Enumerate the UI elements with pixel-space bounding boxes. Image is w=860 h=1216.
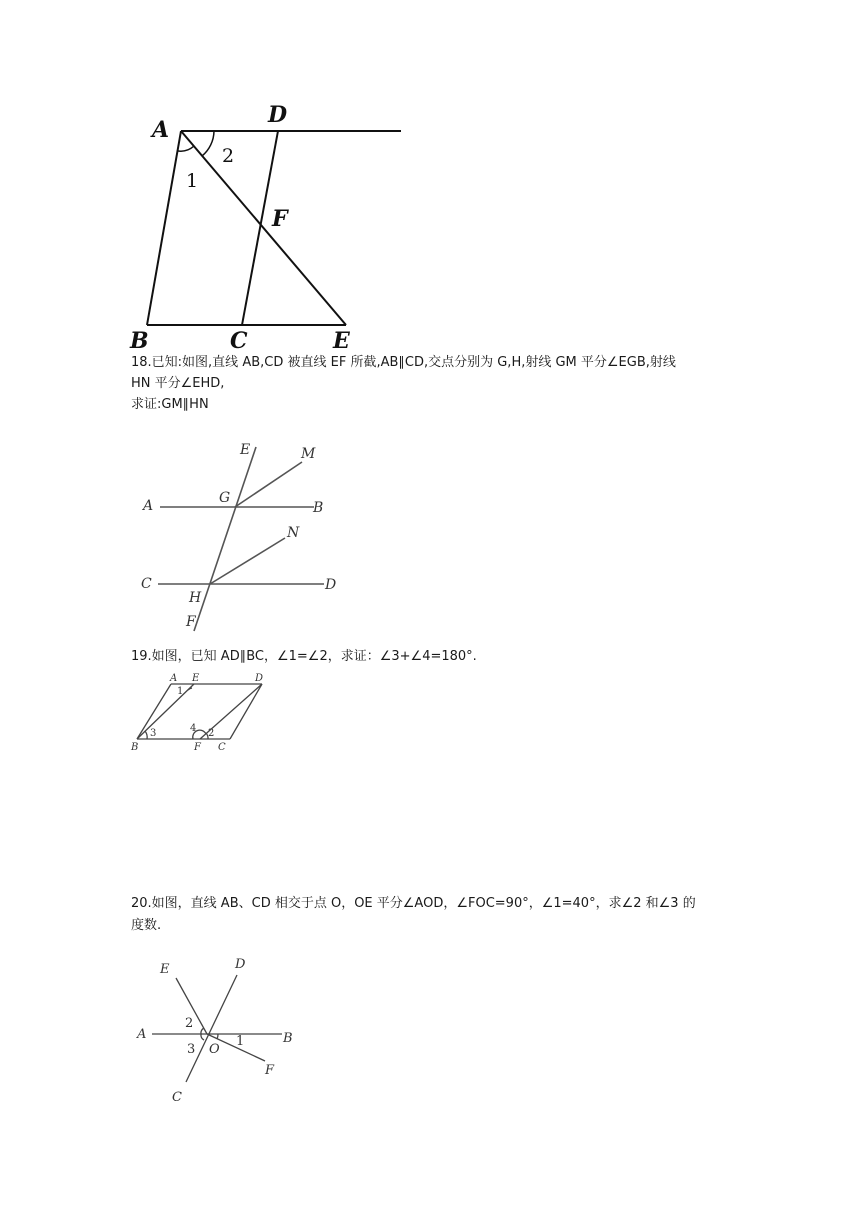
segment-AB	[137, 684, 171, 739]
ray-HN	[210, 538, 285, 584]
ray-GM	[235, 462, 302, 507]
label-C: C	[141, 576, 152, 592]
label-C: C	[218, 742, 226, 753]
angle-label-3: 3	[187, 1042, 196, 1057]
q20-text-line1: 20.如图，直线 AB、CD 相交于点 O，OE 平分∠AOD，∠FOC=90°，∠1=40°，求∠2 和∠3 的	[131, 896, 696, 911]
label-E: E	[192, 673, 200, 684]
angle-arc-1	[188, 688, 192, 690]
q19-text: 19.如图，已知 AD∥BC，∠1=∠2，求证：∠3+∠4=180°.	[131, 649, 477, 664]
angle-label-1: 1	[186, 170, 199, 192]
angle-arc-4	[193, 730, 206, 739]
label-A: A	[137, 1027, 147, 1042]
segment-FD	[200, 684, 262, 739]
line-EF	[194, 447, 256, 631]
label-N: N	[287, 525, 300, 541]
label-E: E	[333, 328, 350, 354]
label-F: F	[194, 742, 201, 753]
label-B: B	[313, 500, 324, 516]
q18-text-line1: 18.已知:如图,直线 AB,CD 被直线 EF 所截,AB∥CD,交点分别为 G,H,射线 GM 平分∠EGB,射线	[131, 355, 676, 370]
angle-arc-2	[206, 733, 208, 739]
ray-OE	[176, 978, 207, 1034]
label-D: D	[255, 673, 264, 684]
label-H: H	[189, 590, 202, 606]
q18-text-line2: HN 平分∠EHD,	[131, 376, 225, 391]
angle-label-2: 2	[208, 728, 215, 739]
angle-label-2: 2	[185, 1016, 194, 1031]
label-M: M	[301, 446, 316, 462]
angle-label-3: 3	[150, 728, 157, 739]
line-CD	[186, 975, 237, 1082]
angle-label-2: 2	[222, 145, 235, 167]
label-D: D	[325, 577, 337, 593]
label-B: B	[283, 1031, 293, 1046]
angle-arc-1	[178, 146, 194, 151]
label-D: D	[235, 957, 246, 972]
angle-label-1: 1	[177, 686, 184, 697]
angle-arc-3	[145, 731, 147, 739]
q20-text-line2: 度数.	[131, 918, 162, 933]
angle-label-4: 4	[190, 723, 197, 734]
label-B: B	[130, 328, 149, 354]
label-G: G	[219, 490, 231, 506]
label-E: E	[240, 442, 251, 458]
label-F: F	[186, 614, 196, 630]
segment-DC	[242, 131, 278, 325]
segment-AB	[147, 131, 181, 325]
angle-label-1: 1	[236, 1034, 245, 1049]
label-A: A	[143, 498, 154, 514]
label-E: E	[160, 962, 170, 977]
label-O: O	[209, 1042, 220, 1057]
angle-arc-2	[202, 131, 214, 156]
label-F: F	[272, 206, 288, 232]
label-C: C	[230, 328, 248, 354]
segment-AE	[181, 131, 346, 325]
q18-text-line3: 求证:GM∥HN	[131, 397, 209, 412]
label-C: C	[172, 1090, 182, 1105]
label-A: A	[152, 117, 170, 143]
ray-OF	[207, 1034, 265, 1061]
segment-DC	[230, 684, 262, 739]
segment-BE	[137, 684, 197, 739]
label-A: A	[170, 673, 178, 684]
angle-arc-2	[201, 1028, 204, 1034]
label-D: D	[268, 102, 288, 128]
angle-arc-3	[201, 1034, 204, 1040]
angle-arc-1	[217, 1034, 218, 1039]
label-F: F	[265, 1063, 275, 1078]
label-B: B	[131, 742, 139, 753]
